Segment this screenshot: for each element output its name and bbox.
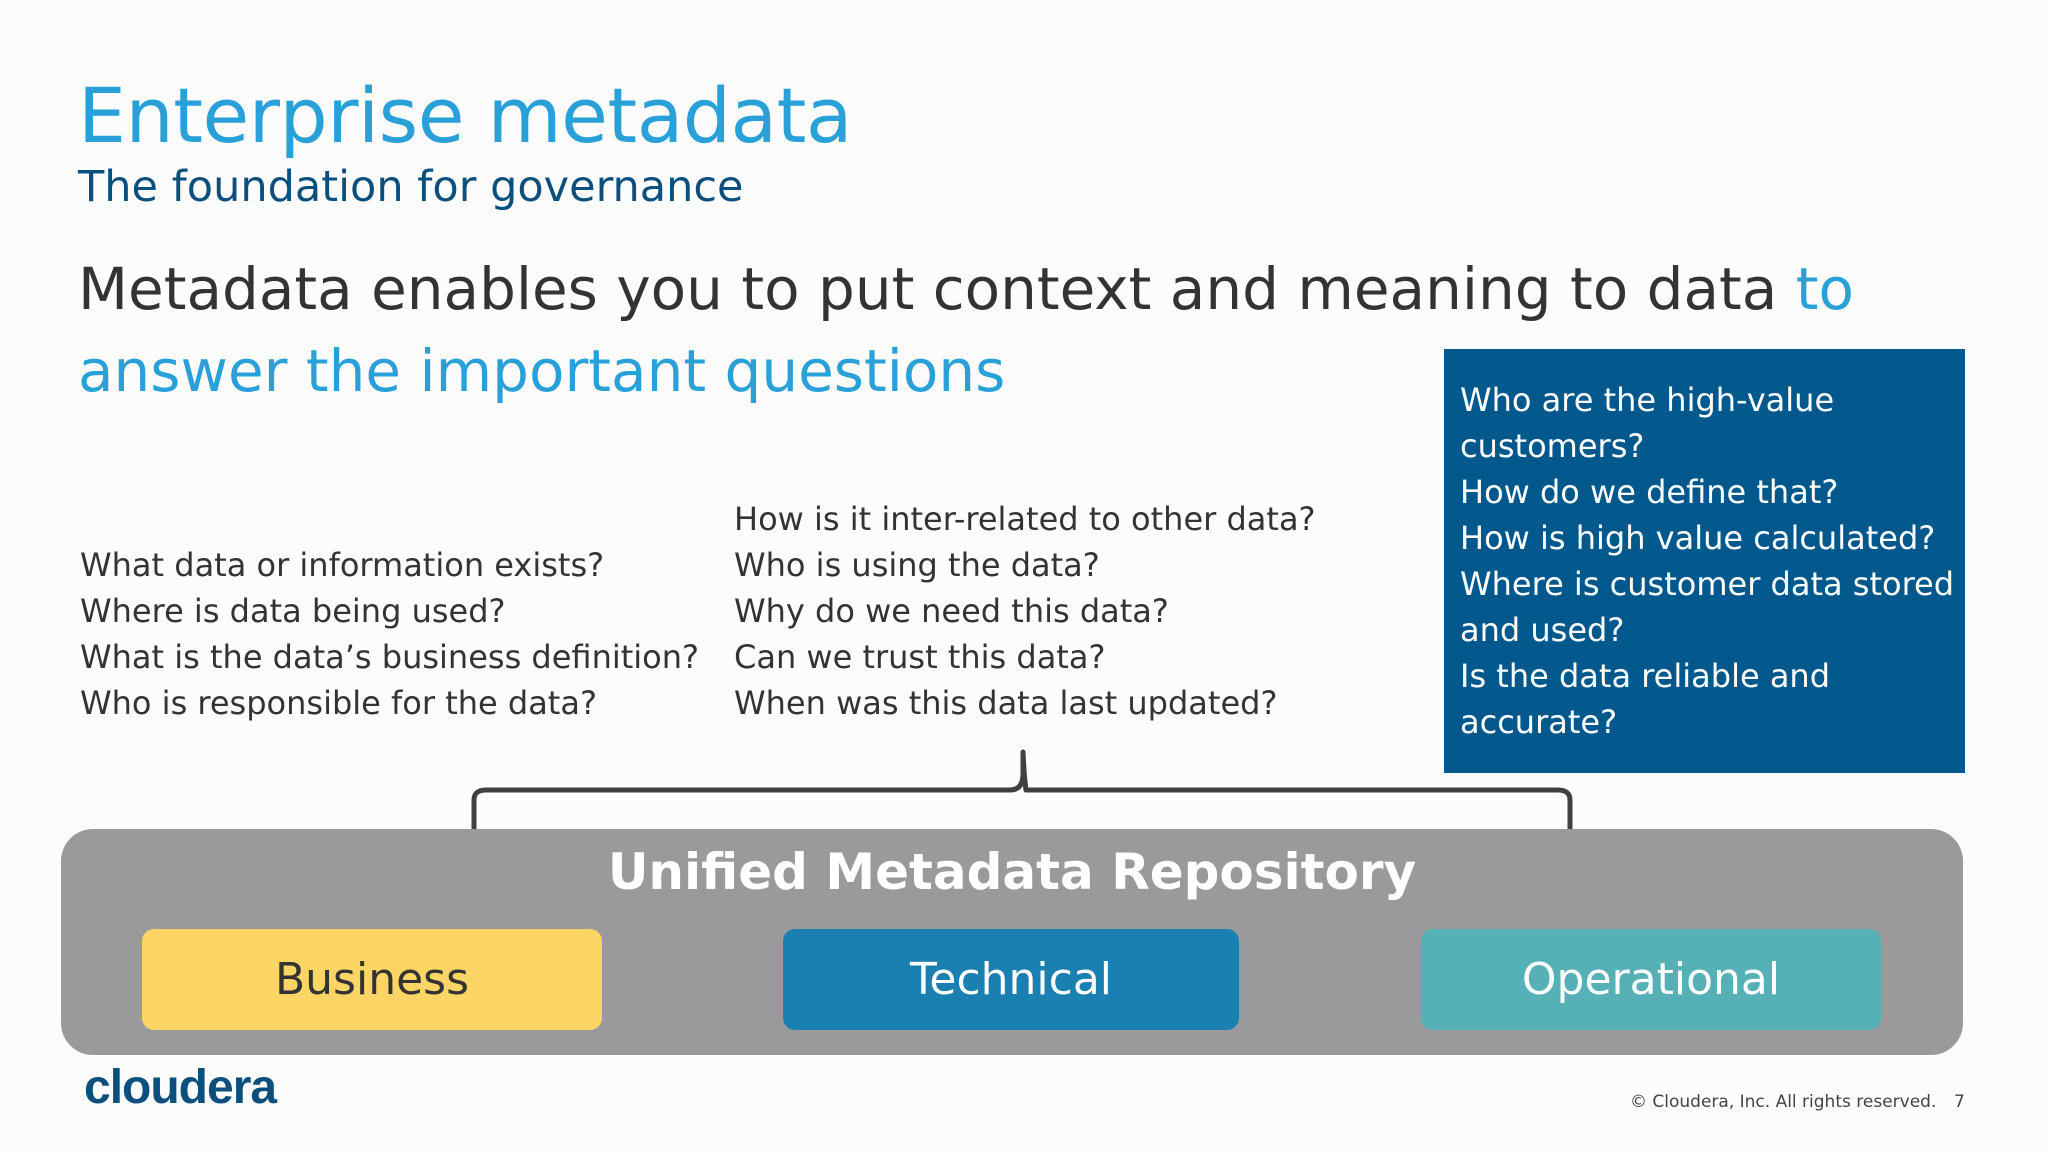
list-item: and used? — [1460, 611, 1625, 649]
list-item: Who is responsible for the data? — [80, 684, 597, 722]
list-item: accurate? — [1460, 703, 1618, 741]
list-item: Where is customer data stored — [1460, 565, 1955, 603]
list-item: How is it inter-related to other data? — [734, 500, 1316, 538]
business-category: Business — [142, 929, 602, 1030]
list-item: When was this data last updated? — [734, 684, 1278, 722]
technical-category: Technical — [783, 929, 1239, 1030]
list-item: customers? — [1460, 427, 1645, 465]
list-item: Is the data reliable and — [1460, 657, 1831, 695]
copyright-text: © Cloudera, Inc. All rights reserved. — [1630, 1092, 1937, 1112]
list-item: What is the data’s business definition? — [80, 638, 700, 676]
cloudera-logo: cloudera — [84, 1061, 277, 1114]
list-item: How do we define that? — [1460, 473, 1839, 511]
list-item: Who are the high-value — [1460, 381, 1835, 419]
slide-subtitle: The foundation for governance — [78, 162, 744, 212]
page-number: 7 — [1954, 1092, 1965, 1112]
unified-metadata-repository — [61, 829, 1963, 1055]
list-item: What data or information exists? — [80, 546, 605, 584]
list-item: Who is using the data? — [734, 546, 1100, 584]
list-item: Can we trust this data? — [734, 638, 1106, 676]
list-item: How is high value calculated? — [1460, 519, 1936, 557]
headline-accent-text: to answer the important questions — [78, 255, 1854, 405]
operational-category: Operational — [1421, 929, 1881, 1030]
slide-title: Enterprise metadata — [78, 71, 852, 160]
list-item: Why do we need this data? — [734, 592, 1169, 630]
list-item: Where is data being used? — [80, 592, 506, 630]
headline-main-text: Metadata enables you to put context and meaning to data — [78, 255, 1796, 323]
repository-title: Unified Metadata Repository — [607, 843, 1417, 901]
